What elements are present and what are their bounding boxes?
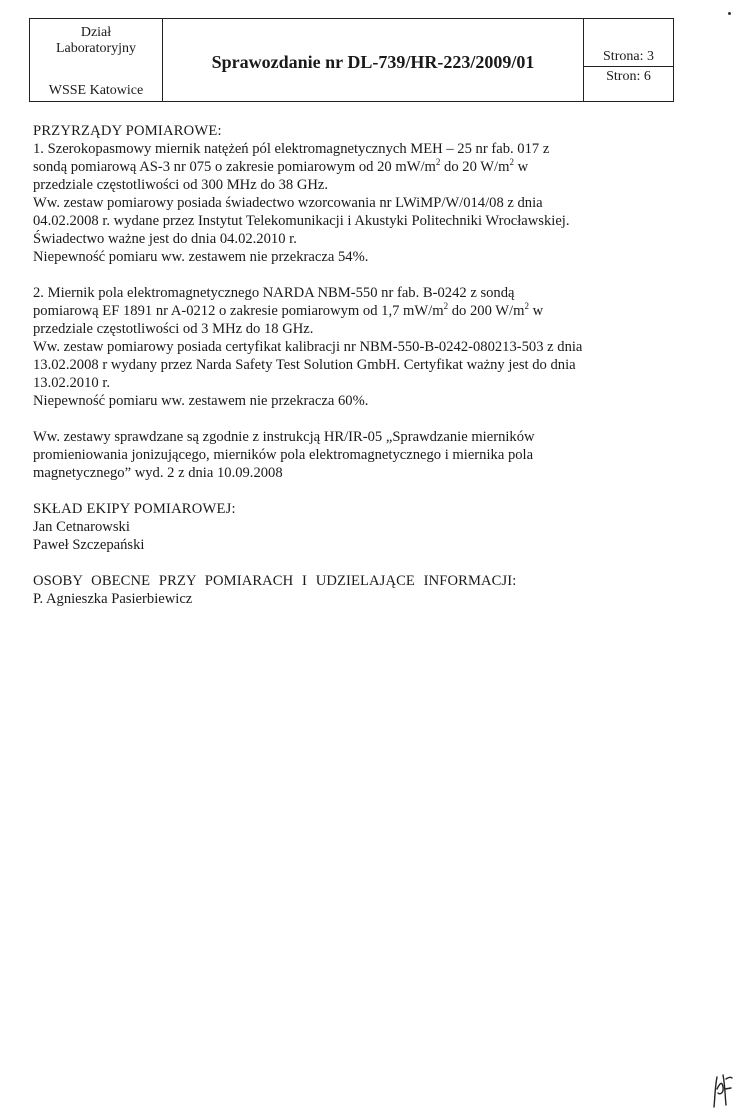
instrument1-line4: Ww. zestaw pomiarowy posiada świadectwo wzorcowania nr LWiMP/W/014/08 z dnia [33, 195, 543, 211]
page-count: Stron: 6 [606, 69, 651, 84]
instrument2-line6: 13.02.2010 r. [33, 375, 111, 391]
instrument1-line1: 1. Szerokopasmowy miernik natężeń pól elektromagnetycznych MEH – 25 nr fab. 017 z [33, 141, 550, 157]
instrument1-line7: Niepewność pomiaru ww. zestawem nie przekracza 54%. [33, 249, 369, 265]
instruments-heading: PRZYRZĄDY POMIAROWE: [33, 123, 222, 139]
instrument1-line2: sondą pomiarową AS-3 nr 075 o zakresie pomiarowym od 20 $mW/m^2$ do 20 $W/m^2$ w [33, 157, 529, 175]
verification-line3: magnetycznego” wyd. 2 z dnia 10.09.2008 [33, 465, 283, 481]
department-line2: Laboratoryjny [55, 41, 137, 56]
present-persons-heading: OSOBY OBECNE PRZY POMIARACH I UDZIELAJĄCE INFORMACJI: [33, 573, 517, 589]
department-line1: Dział [80, 25, 112, 40]
instrument2-line3: przedziale częstotliwości od 3 MHz do 18 GHz. [33, 321, 314, 337]
instrument1-line6: Świadectwo ważne jest do dnia 04.02.2010 r. [33, 231, 297, 247]
page-number: Strona: 3 [584, 19, 673, 67]
team-heading: SKŁAD EKIPY POMIAROWEJ: [33, 501, 236, 517]
page-info-cell [584, 19, 673, 101]
handwritten-initials-mark [708, 1069, 734, 1109]
instrument2-line4: Ww. zestaw pomiarowy posiada certyfikat kalibracji nr NBM-550-B-0242-080213-503 z dnia [33, 339, 583, 355]
spacer [33, 410, 683, 428]
institution-name: WSSE Katowice [48, 83, 144, 98]
verification-line2: promieniowania jonizującego, mierników pola elektromagnetycznego i miernika pola [33, 447, 534, 463]
report-body [33, 122, 683, 608]
team-member: Paweł Szczepański [33, 537, 145, 553]
team-member: Jan Cetnarowski [33, 519, 130, 535]
spacer [33, 266, 683, 284]
instrument2-line2: pomiarową EF 1891 nr A-0212 o zakresie pomiarowym od 1,7 $mW/m^2$ do 200 $W/m^2$ w [33, 301, 544, 319]
instrument1-line5: 04.02.2008 r. wydane przez Instytut Telekomunikacji i Akustyki Politechniki Wrocławskiej. [33, 213, 570, 229]
present-person: P. Agnieszka Pasierbiewicz [33, 591, 193, 607]
verification-line1: Ww. zestawy sprawdzane są zgodnie z instrukcją HR/IR-05 „Sprawdzanie mierników [33, 429, 535, 445]
instrument2-line5: 13.02.2008 r wydany przez Narda Safety Test Solution GmbH. Certyfikat ważny jest do dnia [33, 357, 576, 373]
instrument1-line3: przedziale częstotliwości od 300 MHz do 38 GHz. [33, 177, 329, 193]
department-cell [30, 19, 163, 101]
scan-speck [728, 12, 731, 15]
report-header-table [29, 18, 674, 102]
report-title: Sprawozdanie nr DL-739/HR-223/2009/01 [163, 19, 584, 101]
spacer [33, 482, 683, 500]
instrument2-line7: Niepewność pomiaru ww. zestawem nie przekracza 60%. [33, 393, 369, 409]
department-name [30, 25, 162, 57]
instrument2-line1: 2. Miernik pola elektromagnetycznego NARDA NBM-550 nr fab. B-0242 z sondą [33, 285, 515, 301]
spacer [33, 554, 683, 572]
